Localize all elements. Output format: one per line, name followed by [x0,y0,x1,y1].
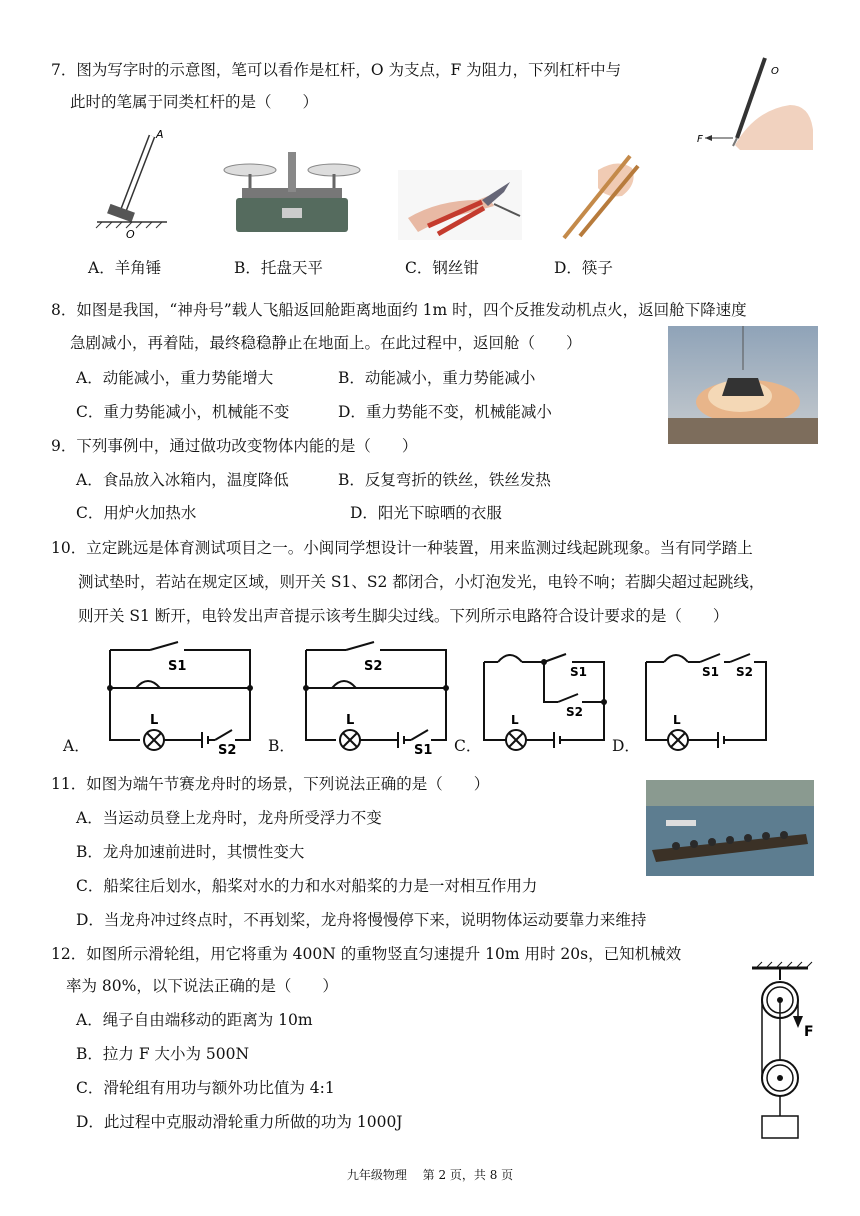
q8-stem-line1: 8．如图是我国，“神舟号”载人飞船返回舱距离地面约 1m 时，四个反推发动机点火，返回舱下降速度 [51,301,747,319]
circuit-b-switch-label-bottom: S1 [414,743,433,758]
balance-scale-figure [222,148,362,238]
q10-option-a[interactable]: A． [63,737,90,755]
q8-option-c[interactable]: C．重力势能减小，机械能不变 [76,403,290,421]
pen-writing-figure [695,50,815,150]
q8-option-b[interactable]: B．动能减小，重力势能减小 [338,369,536,387]
circuit-a-diagram [100,640,270,760]
circuit-d-lamp-label: L [673,713,681,727]
q7-option-d[interactable]: D．筷子 [554,259,613,277]
q7-option-c[interactable]: C．钢丝钳 [405,259,479,277]
hammer-o-label: O [126,228,135,240]
q9-option-d[interactable]: D．阳光下晾晒的衣服 [350,504,502,522]
q8-option-d[interactable]: D．重力势能不变，机械能减小 [338,403,552,421]
q10-stem-line3: 则开关 S1 断开，电铃发出声音提示该考生脚尖过线。下列所示电路符合设计要求的是（ ） [78,607,729,625]
q12-stem-line2: 率为 80%，以下说法正确的是（ ） [66,977,338,995]
dragon-boat-photo [646,780,814,876]
q11-option-c[interactable]: C．船桨往后划水，船桨对水的力和水对船桨的力是一对相互作用力 [76,877,538,895]
claw-hammer-figure [92,128,172,240]
q9-option-a[interactable]: A．食品放入冰箱内，温度降低 [76,471,289,489]
circuit-c-diagram [478,640,618,760]
q7-option-b[interactable]: B．托盘天平 [234,259,323,277]
pen-o-label: O [771,66,779,77]
q11-stem-line1: 11．如图为端午节赛龙舟时的场景，下列说法正确的是（ ） [51,775,490,793]
circuit-d-diagram [638,640,778,760]
q12-option-d[interactable]: D．此过程中克服动滑轮重力所做的功为 1000J [76,1113,403,1131]
capsule-landing-photo [668,326,818,444]
q7-option-a[interactable]: A．羊角锤 [88,259,162,277]
q9-option-c[interactable]: C．用炉火加热水 [76,504,197,522]
q10-option-b[interactable]: B． [268,737,295,755]
q11-option-b[interactable]: B．龙舟加速前进时，其惯性变大 [76,843,305,861]
circuit-b-lamp-label: L [346,713,355,728]
q12-option-a[interactable]: A．绳子自由端移动的距离为 10m [76,1011,313,1029]
circuit-d-s1-label: S1 [702,665,719,679]
hammer-a-label: A [156,128,164,141]
circuit-c-s1-label: S1 [570,665,587,679]
q8-option-a[interactable]: A．动能减小，重力势能增大 [76,369,274,387]
q10-option-d[interactable]: D． [612,737,640,755]
q11-option-d[interactable]: D．当龙舟冲过终点时，不再划桨，龙舟将慢慢停下来，说明物体运动要靠力来维持 [76,911,647,929]
q7-stem-line1: 7．图为写字时的示意图，笔可以看作是杠杆，O 为支点，F 为阻力，下列杠杆中与 [51,61,622,79]
q11-option-a[interactable]: A．当运动员登上龙舟时，龙舟所受浮力不变 [76,809,382,827]
chopsticks-figure [558,148,640,240]
q9-stem-line1: 9．下列事例中，通过做功改变物体内能的是（ ） [51,437,418,455]
circuit-a-switch-label-bottom: S2 [218,743,237,758]
q8-stem-line2: 急剧减小，再着陆，最终稳稳静止在地面上。在此过程中，返回舱（ ） [70,334,582,352]
q10-option-c[interactable]: C． [454,737,482,755]
pen-f-label: F [697,134,703,145]
pulley-system-figure [742,960,822,1140]
circuit-a-switch-label-top: S1 [168,659,187,674]
circuit-c-s2-label: S2 [566,705,583,719]
q10-stem-line2: 测试垫时，若站在规定区域，则开关 S1、S2 都闭合，小灯泡发光，电铃不响；若脚尖超过起跳线， [78,573,765,591]
q12-option-b[interactable]: B．拉力 F 大小为 500N [76,1045,250,1063]
q9-option-b[interactable]: B．反复弯折的铁丝，铁丝发热 [338,471,551,489]
circuit-b-diagram [296,640,466,760]
page-footer: 九年级物理 第 2 页，共 8 页 [346,1168,514,1182]
q12-stem-line1: 12．如图所示滑轮组，用它将重为 400N 的重物竖直匀速提升 10m 用时 20s，已知机械效 [51,945,682,963]
circuit-a-lamp-label: L [150,713,159,728]
circuit-d-s2-label: S2 [736,665,753,679]
pliers-figure [398,170,522,240]
q10-stem-line1: 10．立定跳远是体育测试项目之一。小闽同学想设计一种装置，用来监测过线起跳现象。当有同学踏上 [51,539,753,557]
circuit-b-switch-label-top: S2 [364,659,383,674]
q7-stem-line2: 此时的笔属于同类杠杆的是（ ） [70,93,319,111]
pulley-f-label: F [804,1024,814,1040]
circuit-c-lamp-label: L [511,713,519,727]
q12-option-c[interactable]: C．滑轮组有用功与额外功比值为 4:1 [76,1079,335,1097]
